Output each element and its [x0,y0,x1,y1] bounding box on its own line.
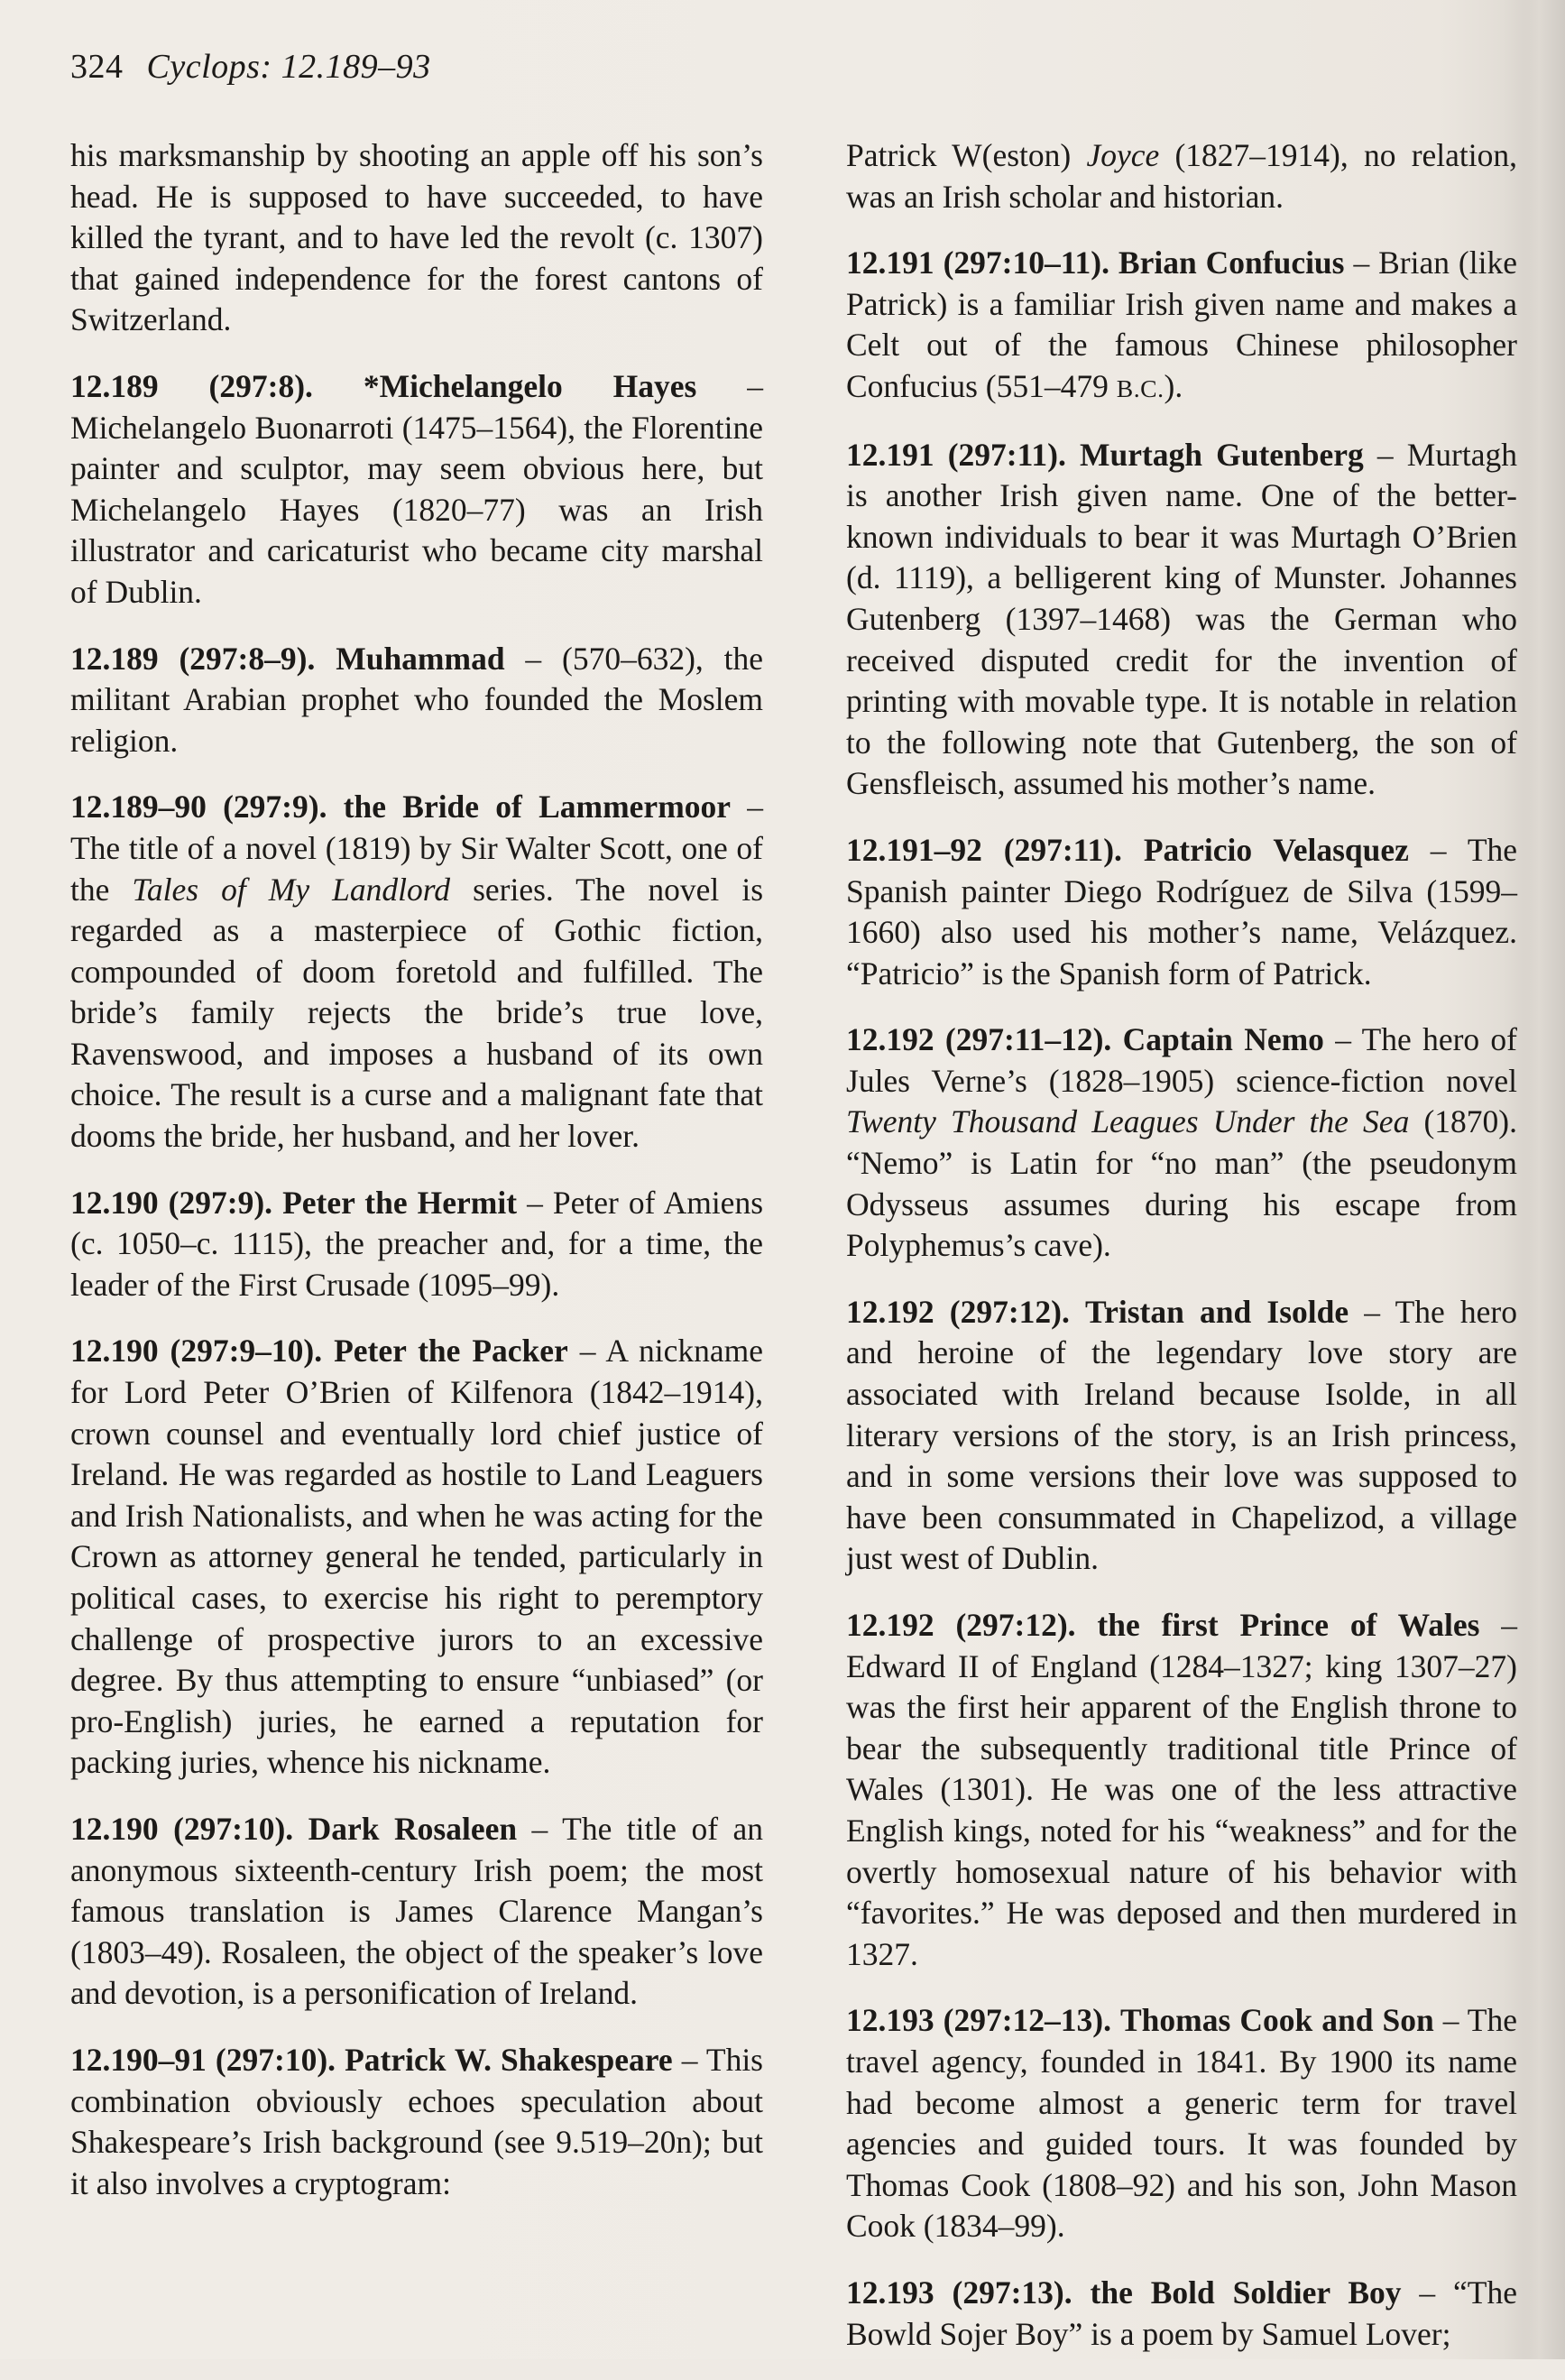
entry-ref: 12.193 (297:12–13). [846,2002,1111,2039]
entry-body: – The Spanish painter Diego Rodríguez de Silva (1599–1660) also used his mother’s name, Velázquez. “Patricio” is the Spanish form of Patrick. [846,831,1518,992]
entry-ref: 12.193 (297:13). [846,2274,1072,2311]
entry-body: – The hero of Jules Verne’s (1828–1905) science-fiction novel [846,1021,1517,1099]
entry-body: – Michelangelo Buonarroti (1475–1564), the Florentine painter and sculptor, may seem obvious here, but Michelangelo Hayes (1820–77) was an Irish illustrator and caricaturist who became city marshal of Dublin. [70,367,764,610]
entry-brian-confucius [846,243,1517,409]
entry-muhammad [70,639,763,762]
entry-michelangelo-hayes [70,366,763,613]
entry-dark-rosaleen [70,1809,763,2015]
entry-lemma: Brian Confucius [1118,244,1345,281]
right-column [846,135,1517,2380]
running-title: Cyclops: 12.189–93 [146,48,431,86]
entry-peter-the-hermit [70,1183,763,1306]
entry-lemma: Patricio Velasquez [1143,831,1409,868]
entry-body-smallcaps: B.C. [1116,374,1165,402]
entry-lemma: Thomas Cook and Son [1120,2002,1434,2039]
entry-ref: 12.189 (297:8–9). [70,640,316,677]
entry-body: – The title of an anonymous sixteenth-century Irish poem; the most famous translation is James Clarence Mangan’s (1803–49). Rosaleen, the object of the speaker’s love and devotion, is a personification of Ireland. [70,1810,764,2012]
entry-ref: 12.192 (297:11–12). [846,1021,1112,1058]
entry-lemma: Captain Nemo [1122,1021,1324,1058]
running-head [70,47,431,87]
entry-ref: 12.191–92 (297:11). [846,831,1122,868]
entry-captain-nemo [846,1019,1517,1267]
entry-lemma: the Bold Soldier Boy [1090,2274,1402,2311]
entry-ref: 12.191 (297:10–11). [846,244,1109,281]
entry-ref: 12.189 (297:8). [70,367,313,404]
entry-lemma: Dark Rosaleen [308,1810,518,1847]
entry-body: – (570–632), the militant Arabian prophet who founded the Moslem religion. [70,640,764,759]
entry-ref: 12.190 (297:9–10). [70,1333,323,1370]
entry-lemma: the Bride of Lammermoor [343,789,732,826]
entry-body: – The title of a novel (1819) by Sir Walter Scott, one of the [70,789,764,908]
entry-bold-soldier-boy [846,2273,1517,2355]
entry-bride-of-lammermoor [70,787,763,1157]
entry-ref: 12.192 (297:12). [846,1293,1070,1330]
entry-continuation [846,135,1517,217]
entry-ref: 12.190 (297:10). [70,1810,294,1847]
entry-lemma: the first Prince of Wales [1097,1607,1480,1643]
entry-body: – The hero and heroine of the legendary love story are associated with Ireland because Isolde, in all literary versions of the story, is an Irish princess, and in some versions their love was supposed to have been consummated in Chapelizod, a village just west of Dublin. [846,1293,1517,1577]
entry-body: (1827–1914), no relation, was an Irish scholar and historian. [846,137,1518,215]
entry-body-italic: Twenty Thousand Leagues Under the Sea [846,1103,1410,1140]
entry-patrick-w-shakespeare [70,2040,763,2204]
entry-ref: 12.191 (297:11). [846,436,1066,473]
entry-ref: 12.192 (297:12). [846,1607,1076,1643]
entry-body: – Edward II of England (1284–1327; king 1307–27) was the first heir apparent of the English throne to bear the subsequently traditional title Prince of Wales (1301). He was one of the less attractive English kings, noted for his “weakness” and for the overtly homosexual nature of his behavior with “favorites.” He was deposed and then murdered in 1327. [846,1607,1517,1972]
entry-continuation [70,135,763,341]
page-gutter-edge [1522,0,1565,2359]
entry-body: ). [1164,367,1183,404]
entry-body: – The travel agency, founded in 1841. By 1900 its name had become almost a generic term for travel agencies and guided tours. It was founded by Thomas Cook (1808–92) and his son, John Mason Cook (1834–99). [846,2002,1518,2245]
entry-lemma: Peter the Hermit [282,1184,518,1221]
entry-body: – “The Bowld Sojer Boy” is a poem by Samuel Lover; [846,2274,1518,2352]
entry-lemma: Patrick W. Shakespeare [345,2041,673,2078]
entry-lemma: Murtagh Gutenberg [1079,436,1364,473]
entry-body: – This combination obviously echoes speculation about Shakespeare’s Irish background (see 9.519–20n); but it also involves a cryptogram: [70,2041,763,2201]
entry-patricio-velasquez [846,830,1517,994]
entry-ref: 12.190–91 (297:10). [70,2041,336,2078]
page-number: 324 [70,48,124,86]
entry-first-prince-of-wales [846,1605,1517,1975]
entry-body: his marksmanship by shooting an apple off his son’s head. He is supposed to have succeeded, to have killed the tyrant, and to have led the revolt (c. 1307) that gained independence for the forest cantons of Switzerland. [70,137,763,338]
entry-peter-the-packer [70,1331,763,1784]
entry-ref: 12.189–90 (297:9). [70,789,327,826]
entry-body: – A nickname for Lord Peter O’Brien of Kilfenora (1842–1914), crown counsel and eventually lord chief justice of Ireland. He was regarded as hostile to Land Leaguers and Irish Nationalists, and when he was acting for the Crown as attorney general he tended, particularly in political cases, to exercise his right to peremptory challenge of prospective jurors to an excessive degree. By thus attempting to ensure “unbiased” (or pro-English) juries, he earned a reputation for packing juries, whence his nickname. [70,1333,764,1781]
entry-murtagh-gutenberg [846,435,1517,805]
entry-body: series. The novel is regarded as a masterpiece of Gothic fiction, compounded of doom foretold and fulfilled. The bride’s family rejects the bride’s true love, Ravenswood, and imposes a husband of its own choice. The result is a curse and a malignant fate that dooms the bride, her husband, and her lover. [70,871,764,1155]
entry-ref: 12.190 (297:9). [70,1184,273,1221]
entry-body: – Brian (like Patrick) is a familiar Irish given name and makes a Celt out of the famous Chinese philosopher Confucius (551–479 [846,244,1517,404]
left-column [70,135,763,2229]
entry-body: – Murtagh is another Irish given name. One of the better-known individuals to bear it was Murtagh O’Brien (d. 1119), a belligerent king of Munster. Johannes Gutenberg (1397–1468) was the German who received disputed credit for the invention of printing with movable type. It is notable in relation to the following note that Gutenberg, the son of Gensfleisch, assumed his mother’s name. [846,436,1518,802]
entry-body-italic: Tales of My Landlord [132,871,451,908]
entry-lemma: Muhammad [336,640,505,677]
entry-thomas-cook-and-son [846,2000,1517,2247]
entry-body: Patrick W(eston) [846,137,1087,173]
entry-tristan-and-isolde [846,1292,1517,1580]
entry-body: (1870). “Nemo” is Latin for “no man” (the pseudonym Odysseus assumes during his escape from Polyphemus’s cave). [846,1103,1517,1264]
entry-lemma: Peter the Packer [334,1333,568,1370]
entry-body-italic: Joyce [1086,137,1160,173]
entry-body: – Peter of Amiens (c. 1050–c. 1115), the preacher and, for a time, the leader of the First Crusade (1095–99). [70,1184,764,1303]
entry-lemma: *Michelangelo Hayes [363,367,697,404]
entry-lemma: Tristan and Isolde [1085,1293,1349,1330]
